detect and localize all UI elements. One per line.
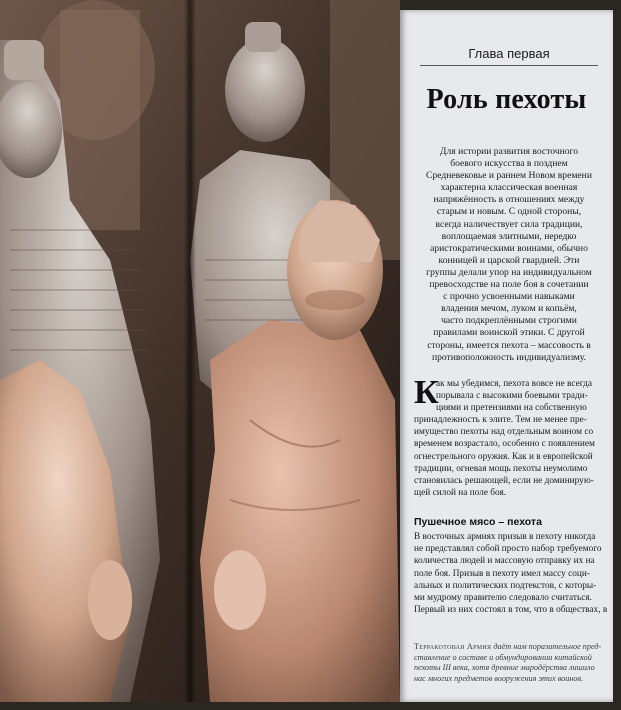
second-paragraph [414,531,608,616]
intro-line: старым и новым. С одной стороны, [436,206,582,218]
book-gutter [184,0,196,702]
chapter-heading [414,46,604,66]
body-line: традиции, огневая мощь пехоты неумолимо [414,463,588,474]
body-line: ак мы убедимся, пехота вовсе не всегда [436,379,592,389]
intro-line: напряжённость в отношениях между [433,194,585,206]
dropcap-block [414,374,608,414]
drop-cap: К [414,374,439,411]
intro-line: владения мечом, луком и копьём, [441,303,577,315]
body-line: альных и политических подтекстов, с которы- [414,580,597,591]
caption-line: нас многих предметов вооружения этих воинов. [414,673,584,683]
body-line: поле боя. Призыв в пехоту имел массу соци- [414,568,590,579]
body-line: не представлял собой просто набор требуемого [414,544,602,555]
caption-line [414,642,608,653]
intro-line: Для истории развития восточного [439,146,579,157]
intro-line: всегда наличествует сила традиции, [435,218,583,230]
intro-line: противоположность индивидуализму. [431,351,587,363]
body-line: временем возрастало, особенно с появлением [414,439,595,450]
caption-text: даёт нам поразительное пред- [491,642,602,651]
body-line: количества людей и массовую отправку их на [414,556,595,567]
intro-line: аристократическими воинами, обычно [430,242,588,254]
subheading: Пушечное мясо – пехота [414,516,542,528]
body-line: имущество пехоты над отдельным воином со [414,427,594,438]
intro-line: воплощаемая элитными, нередко [441,230,577,242]
photo-caption [414,642,608,684]
body-line: ми мудрому правителю следовало считаться. [414,593,592,604]
text-page [400,10,613,702]
intro-line: стороны, имеется пехота – массовость в [427,339,591,351]
intro-line: превосходстве на поле боя в сочетании [429,279,589,291]
body-paragraph [414,374,608,499]
caption-lead: Терракотовая Армия [414,642,492,651]
body-line: становилась решающей, если не доминирую- [414,475,594,486]
chapter-label: Глава первая [468,46,550,61]
intro-paragraph [416,146,602,364]
intro-line: боевого искусства в позднем [450,158,568,170]
intro-line: с прочно усвоенными навыками [443,291,575,303]
intro-line: конницей и царской гвардией. Эти [438,254,580,266]
intro-line: Средневековье и раннем Новом времени [426,170,592,182]
body-line: огнестрельного оружия. Как и в европейской [414,451,593,462]
body-line: Первый из них состоял в том, что в обществах, в [414,605,608,616]
body-line: В восточных армиях призыв в пехоту никогда [414,532,596,542]
body-line: принадлежность к элите. Тем не менее пре- [414,415,587,426]
body-line: циями и претензиями на собственную [436,403,587,414]
body-line: порывала с высокими боевыми тради- [436,391,588,402]
intro-line: часто подкреплёнными строгими [441,315,577,327]
caption-line: ставление о составе и обмундировании китайской [414,652,592,662]
caption-line: пехоты III века, хотя древние мародёрства лишило [414,663,595,673]
body-line: щей силой на поле боя. [414,487,507,498]
intro-line: характерна классическая военная [440,182,578,194]
intro-line: группы делали упор на индивидуальном [426,266,592,278]
intro-line: правилами воинской этики. С другой [433,327,585,339]
page-title: Роль пехоты [426,84,587,115]
chapter-rule [420,65,598,66]
